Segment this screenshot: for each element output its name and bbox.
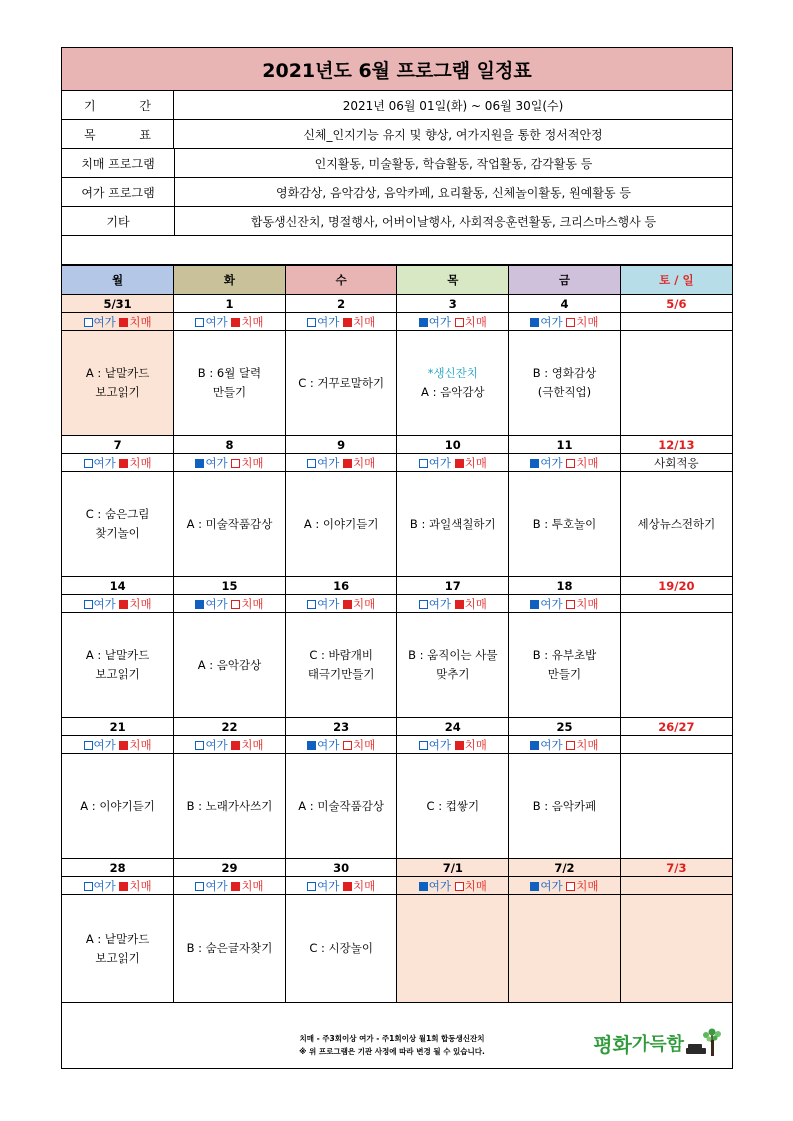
activity-line: 맞추기: [436, 667, 470, 681]
checked-box-icon[interactable]: [231, 318, 240, 327]
chimae-label: 치매: [241, 878, 264, 893]
activity-line: C : 거꾸로말하기: [298, 375, 385, 390]
chimae-label: 치매: [241, 737, 264, 752]
unchecked-box-icon[interactable]: [343, 741, 352, 750]
unchecked-box-icon[interactable]: [84, 741, 93, 750]
chimae-label: 치매: [129, 878, 152, 893]
activity-line: B : 영화감상: [532, 366, 597, 380]
unchecked-box-icon[interactable]: [455, 882, 464, 891]
checkbox-cell: [509, 736, 621, 754]
yeoga-label: 여가: [317, 314, 340, 329]
activity-line: 태극기만들기: [307, 667, 375, 681]
unchecked-box-icon[interactable]: [455, 318, 464, 327]
day-header: 토 / 일: [620, 266, 732, 295]
date-cell: 7/3: [620, 859, 732, 877]
date-cell: 7/1: [397, 859, 509, 877]
date-cell: 10: [397, 436, 509, 454]
yeoga-label: 여가: [93, 314, 116, 329]
date-cell: 30: [285, 859, 397, 877]
checkbox-row: [62, 313, 732, 331]
checked-box-icon[interactable]: [530, 318, 539, 327]
yeoga-label: 여가: [317, 737, 340, 752]
chimae-label: 치매: [576, 878, 599, 893]
tree-icon: [684, 1028, 724, 1058]
activity-line: B : 움직이는 사물: [408, 648, 498, 662]
checkbox-cell: [397, 736, 509, 754]
activity-line: C : 시장놀이: [309, 941, 373, 955]
chimae-label: 치매: [464, 596, 487, 611]
yeoga-label: 여가: [205, 878, 228, 893]
day-header: 월: [62, 266, 174, 295]
activity-cell: [509, 613, 621, 718]
calendar-table: [62, 265, 732, 1003]
activity-row: [62, 754, 732, 859]
yeoga-label: 여가: [540, 737, 563, 752]
date-cell: 2: [285, 295, 397, 313]
date-cell: 16: [285, 577, 397, 595]
day-header: 화: [174, 266, 286, 295]
date-cell: 23: [285, 718, 397, 736]
activity-cell: [509, 472, 621, 577]
date-cell: 17: [397, 577, 509, 595]
yeoga-label: 여가: [428, 596, 451, 611]
logo: [593, 1028, 724, 1058]
activity-cell: [509, 895, 621, 1003]
yeoga-label: 여가: [540, 878, 563, 893]
unchecked-box-icon[interactable]: [419, 459, 428, 468]
date-cell: 4: [509, 295, 621, 313]
date-cell: 5/6: [620, 295, 732, 313]
checkbox-cell: [174, 736, 286, 754]
unchecked-box-icon[interactable]: [307, 459, 316, 468]
info-row: [62, 207, 732, 236]
activity-line: A : 낱말카드: [85, 931, 150, 946]
date-cell: 19/20: [620, 577, 732, 595]
date-row: [62, 436, 732, 454]
activity-cell: [62, 472, 174, 577]
activity-cell: [620, 754, 732, 859]
info-label-part: 목: [84, 127, 96, 142]
info-row: [62, 149, 732, 178]
checkbox-cell: [509, 595, 621, 613]
activity-cell: [62, 895, 174, 1003]
activity-line: B : 노래가사쓰기: [186, 798, 273, 813]
info-row: [62, 120, 732, 149]
date-row: [62, 577, 732, 595]
activity-line: A : 이야기듣기: [80, 798, 155, 813]
checkbox-cell: [509, 877, 621, 895]
info-label: 기타: [62, 207, 175, 235]
activity-line: A : 음악감상: [421, 385, 485, 399]
activity-row: [62, 613, 732, 718]
chimae-label: 치매: [464, 878, 487, 893]
yeoga-label: 여가: [317, 596, 340, 611]
activity-cell: [174, 472, 286, 577]
unchecked-box-icon[interactable]: [566, 882, 575, 891]
unchecked-box-icon[interactable]: [566, 318, 575, 327]
activity-line: B : 투호놀이: [532, 516, 597, 531]
checked-box-icon[interactable]: [419, 882, 428, 891]
checked-box-icon[interactable]: [231, 741, 240, 750]
info-value: 영화감상, 음악감상, 음악카페, 요리활동, 신체놀이활동, 원예활동 등: [276, 185, 631, 200]
info-label: 여가 프로그램: [62, 178, 175, 206]
activity-line: A : 낱말카드: [85, 648, 150, 662]
checkbox-cell: [174, 454, 286, 472]
unchecked-box-icon[interactable]: [84, 882, 93, 891]
checked-box-icon[interactable]: [530, 741, 539, 750]
unchecked-box-icon[interactable]: [231, 459, 240, 468]
date-cell: 28: [62, 859, 174, 877]
yeoga-label: 여가: [317, 878, 340, 893]
activity-line: C : 숨은그림: [85, 507, 150, 521]
footer-line-1: 치매 - 주3회이상 여가 - 주1회이상 월1회 합동생신잔치: [299, 1034, 485, 1043]
checkbox-cell: [397, 877, 509, 895]
unchecked-box-icon[interactable]: [84, 318, 93, 327]
checked-box-icon[interactable]: [119, 741, 128, 750]
checked-box-icon[interactable]: [119, 882, 128, 891]
activity-line: 보고읽기: [95, 950, 140, 965]
unchecked-box-icon[interactable]: [419, 741, 428, 750]
activity-cell: [285, 331, 397, 436]
activity-cell: [285, 895, 397, 1003]
chimae-label: 치매: [129, 596, 152, 611]
activity-cell: [285, 754, 397, 859]
chimae-label: 치매: [241, 455, 264, 470]
yeoga-label: 여가: [428, 737, 451, 752]
checked-box-icon[interactable]: [119, 600, 128, 609]
info-value: 2021년 06월 01일(화) ~ 06월 30일(수): [342, 98, 564, 113]
date-cell: 25: [509, 718, 621, 736]
info-label: 치매 프로그램: [62, 149, 175, 177]
activity-line: 세상뉴스전하기: [637, 516, 716, 531]
checkbox-cell: [174, 313, 286, 331]
yeoga-label: 여가: [93, 455, 116, 470]
chimae-label: 치매: [576, 314, 599, 329]
checked-box-icon[interactable]: [455, 600, 464, 609]
checked-box-icon[interactable]: [119, 318, 128, 327]
checkbox-row: [62, 595, 732, 613]
chimae-label: 치매: [352, 737, 376, 752]
date-cell: 21: [62, 718, 174, 736]
checkbox-cell: [62, 313, 174, 331]
checkbox-cell: [285, 736, 397, 754]
info-value: 신체_인지기능 유지 및 향상, 여가지원을 통한 정서적안정: [303, 127, 603, 142]
activity-cell: [285, 613, 397, 718]
activity-row: [62, 472, 732, 577]
activity-line: 만들기: [547, 667, 582, 681]
checkbox-cell: [285, 877, 397, 895]
yeoga-label: 여가: [540, 455, 563, 470]
activity-line: (극한직업): [537, 385, 592, 399]
activity-cell: [620, 331, 732, 436]
checked-box-icon[interactable]: [195, 459, 204, 468]
checked-box-icon[interactable]: [343, 459, 352, 468]
activity-line: A : 이야기듣기: [303, 516, 379, 531]
activity-cell: [174, 613, 286, 718]
chimae-label: 치매: [576, 596, 599, 611]
yeoga-label: 여가: [93, 737, 116, 752]
unchecked-box-icon[interactable]: [195, 741, 204, 750]
yeoga-label: 여가: [93, 596, 116, 611]
chimae-label: 치매: [241, 314, 264, 329]
unchecked-box-icon[interactable]: [566, 459, 575, 468]
footer-notes: [242, 1032, 542, 1058]
yeoga-label: 여가: [317, 455, 340, 470]
activity-cell: [397, 895, 509, 1003]
activity-cell: [62, 613, 174, 718]
activity-line: 만들기: [212, 385, 247, 399]
date-cell: 18: [509, 577, 621, 595]
chimae-label: 치매: [352, 455, 376, 470]
checkbox-cell: [174, 595, 286, 613]
checkbox-cell: [620, 313, 732, 331]
chimae-label: 치매: [576, 737, 599, 752]
activity-line: A : 음악감상: [197, 657, 262, 672]
yeoga-label: 여가: [540, 314, 563, 329]
date-cell: 14: [62, 577, 174, 595]
checkbox-cell: [285, 595, 397, 613]
checked-box-icon[interactable]: [455, 459, 464, 468]
activity-line: B : 과일색칠하기: [409, 516, 496, 531]
info-label: [62, 91, 174, 119]
activity-line: A : 미술작품감상: [186, 516, 273, 531]
page-title: 2021년도 6월 프로그램 일정표: [62, 48, 732, 91]
date-cell: 29: [174, 859, 286, 877]
date-cell: 12/13: [620, 436, 732, 454]
date-cell: 5/31: [62, 295, 174, 313]
info-table: [62, 91, 732, 236]
chimae-label: 치매: [352, 314, 376, 329]
activity-cell: [397, 754, 509, 859]
date-cell: 3: [397, 295, 509, 313]
yeoga-label: 여가: [540, 596, 563, 611]
activity-line: *생신잔치: [427, 366, 478, 380]
checkbox-cell: [397, 595, 509, 613]
activity-line: 보고읽기: [95, 667, 140, 681]
checkbox-cell: [174, 877, 286, 895]
info-label-part: 간: [139, 98, 151, 113]
checkbox-cell: [509, 313, 621, 331]
unchecked-box-icon[interactable]: [84, 600, 93, 609]
checkbox-cell: [62, 736, 174, 754]
info-label-part: 표: [139, 127, 151, 142]
activity-line: 보고읽기: [95, 385, 140, 399]
checked-box-icon[interactable]: [195, 600, 204, 609]
activity-cell: [397, 472, 509, 577]
unchecked-box-icon[interactable]: [231, 600, 240, 609]
yeoga-label: 여가: [205, 455, 228, 470]
chimae-label: 치매: [576, 455, 599, 470]
activity-cell: [509, 331, 621, 436]
checked-box-icon[interactable]: [307, 741, 316, 750]
activity-cell: [397, 331, 509, 436]
date-row: [62, 295, 732, 313]
yeoga-label: 여가: [428, 455, 451, 470]
unchecked-box-icon[interactable]: [419, 600, 428, 609]
info-value: 인지활동, 미술활동, 학습활동, 작업활동, 감각활동 등: [314, 156, 593, 171]
checked-box-icon[interactable]: [455, 741, 464, 750]
activity-line: B : 유부초밥: [532, 648, 597, 662]
checked-box-icon[interactable]: [119, 459, 128, 468]
info-label-part: 기: [84, 98, 96, 113]
activity-cell: [620, 613, 732, 718]
unchecked-box-icon[interactable]: [195, 318, 204, 327]
checked-box-icon[interactable]: [343, 318, 352, 327]
checkbox-cell: [397, 313, 509, 331]
date-cell: 15: [174, 577, 286, 595]
activity-line: B : 음악카페: [532, 798, 597, 813]
yeoga-label: 여가: [205, 314, 228, 329]
activity-line: A : 낱말카드: [85, 366, 150, 380]
date-cell: 9: [285, 436, 397, 454]
date-cell: 22: [174, 718, 286, 736]
checked-box-icon[interactable]: [530, 600, 539, 609]
checkbox-cell: [285, 313, 397, 331]
logo-text-2: 가득함: [631, 1034, 684, 1055]
checkbox-row: [62, 736, 732, 754]
checked-box-icon[interactable]: [343, 882, 352, 891]
chimae-label: 치매: [129, 314, 152, 329]
schedule-sheet: [61, 47, 733, 1069]
activity-line: B : 6월 달력: [197, 366, 262, 380]
checkbox-cell: [62, 454, 174, 472]
activity-cell: [509, 754, 621, 859]
activity-line: C : 바람개비: [309, 648, 373, 662]
activity-cell: [174, 754, 286, 859]
checkbox-cell: [620, 595, 732, 613]
activity-cell: [174, 895, 286, 1003]
checkbox-cell: [62, 595, 174, 613]
spacer-row: [62, 236, 732, 265]
checked-box-icon[interactable]: [231, 882, 240, 891]
info-value: 합동생신잔치, 명절행사, 어버이날행사, 사회적응훈련활동, 크리스마스행사 등: [250, 214, 657, 229]
unchecked-box-icon[interactable]: [307, 882, 316, 891]
yeoga-label: 여가: [205, 596, 228, 611]
info-row: [62, 91, 732, 120]
unchecked-box-icon[interactable]: [566, 741, 575, 750]
activity-cell: [285, 472, 397, 577]
unchecked-box-icon[interactable]: [195, 882, 204, 891]
yeoga-label: 여가: [428, 314, 451, 329]
activity-cell: [174, 331, 286, 436]
chimae-label: 치매: [129, 737, 152, 752]
date-cell: 26/27: [620, 718, 732, 736]
checked-box-icon[interactable]: [530, 882, 539, 891]
activity-line: C : 컵쌓기: [426, 798, 480, 813]
date-row: [62, 859, 732, 877]
chimae-label: 치매: [352, 878, 376, 893]
activity-row: [62, 895, 732, 1003]
day-header-row: [62, 266, 732, 295]
date-cell: 1: [174, 295, 286, 313]
activity-row: [62, 331, 732, 436]
chimae-label: 치매: [464, 737, 487, 752]
unchecked-box-icon[interactable]: [307, 318, 316, 327]
date-cell: 8: [174, 436, 286, 454]
weekend-note: 사회적응: [654, 455, 699, 470]
activity-cell: [620, 472, 732, 577]
day-header: 수: [285, 266, 397, 295]
date-row: [62, 718, 732, 736]
activity-cell: [397, 613, 509, 718]
chimae-label: 치매: [464, 455, 487, 470]
footer: [62, 1022, 732, 1068]
yeoga-label: 여가: [205, 737, 228, 752]
checkbox-row: [62, 877, 732, 895]
activity-line: B : 숨은글자찾기: [186, 941, 273, 955]
activity-line: A : 미술작품감상: [298, 798, 384, 813]
checkbox-cell: [620, 736, 732, 754]
chimae-label: 치매: [241, 596, 264, 611]
unchecked-box-icon[interactable]: [84, 459, 93, 468]
date-cell: 7/2: [509, 859, 621, 877]
checked-box-icon[interactable]: [530, 459, 539, 468]
date-cell: 24: [397, 718, 509, 736]
day-header: 목: [397, 266, 509, 295]
logo-text-1: 평화: [593, 1032, 632, 1057]
checked-box-icon[interactable]: [419, 318, 428, 327]
info-label: [62, 120, 174, 148]
checkbox-cell: [397, 454, 509, 472]
date-cell: 7: [62, 436, 174, 454]
info-row: [62, 178, 732, 207]
checkbox-cell: [620, 454, 732, 472]
yeoga-label: 여가: [93, 878, 116, 893]
unchecked-box-icon[interactable]: [566, 600, 575, 609]
checkbox-cell: [62, 877, 174, 895]
activity-cell: [620, 895, 732, 1003]
activity-cell: [62, 331, 174, 436]
unchecked-box-icon[interactable]: [307, 600, 316, 609]
chimae-label: 치매: [464, 314, 487, 329]
chimae-label: 치매: [129, 455, 152, 470]
date-cell: 11: [509, 436, 621, 454]
footer-line-2: ※ 위 프로그램은 기관 사정에 따라 변경 될 수 있습니다.: [299, 1047, 485, 1056]
checkbox-row: [62, 454, 732, 472]
checkbox-cell: [620, 877, 732, 895]
checked-box-icon[interactable]: [343, 600, 352, 609]
checkbox-cell: [509, 454, 621, 472]
day-header: 금: [509, 266, 621, 295]
chimae-label: 치매: [352, 596, 376, 611]
yeoga-label: 여가: [428, 878, 451, 893]
activity-line: 찾기놀이: [95, 526, 140, 540]
checkbox-cell: [285, 454, 397, 472]
activity-cell: [62, 754, 174, 859]
